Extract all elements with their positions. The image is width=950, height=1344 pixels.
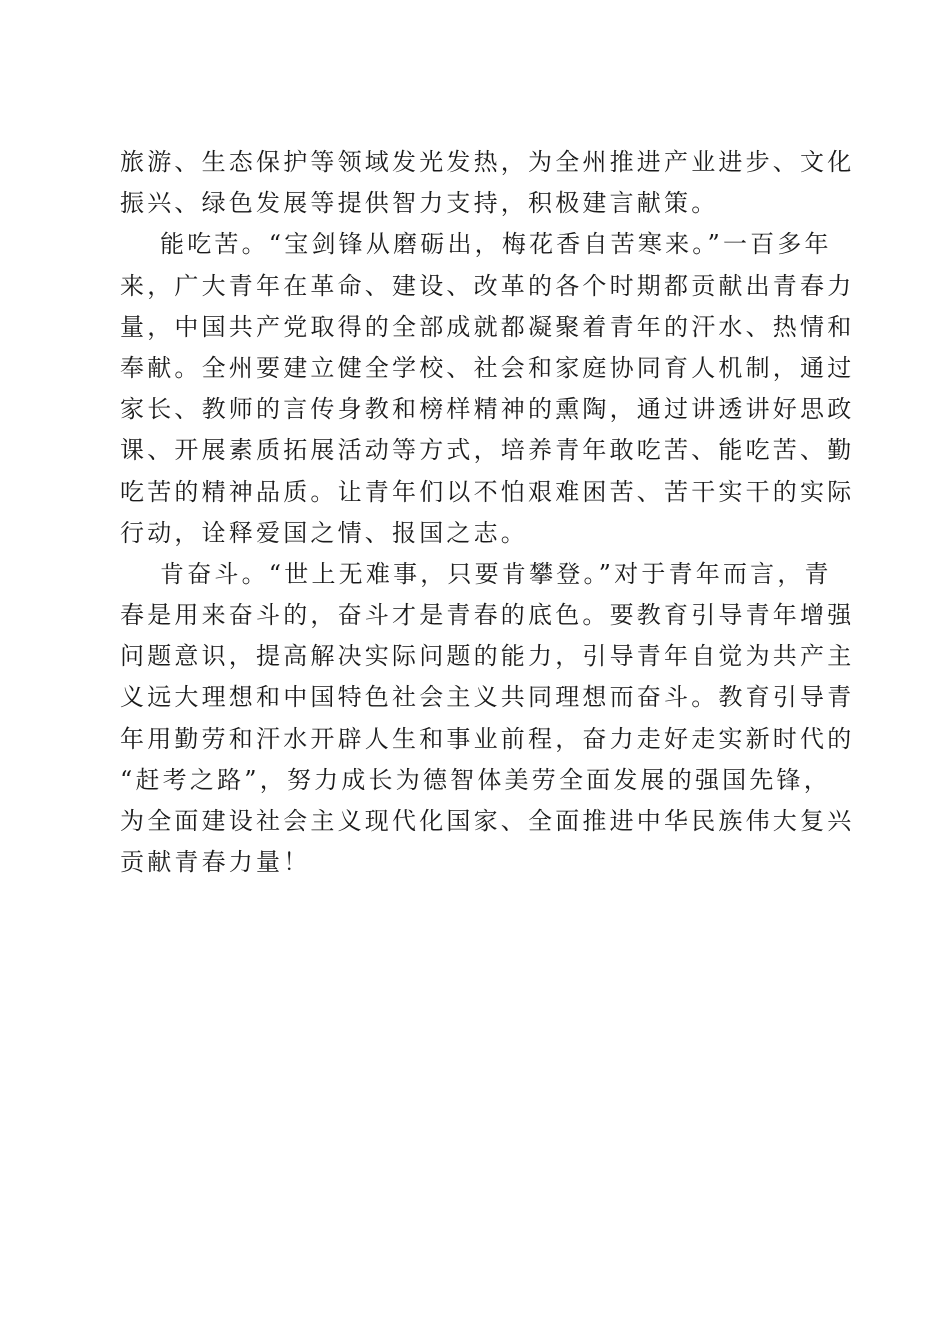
paragraph-line: 吃苦的精神品质。让青年们以不怕艰难困苦、苦干实干的实际 <box>120 477 855 506</box>
paragraph-line: 年用勤劳和汗水开辟人生和事业前程，奋力走好走实新时代的 <box>120 724 855 753</box>
paragraph-line: 春是用来奋斗的，奋斗才是青春的底色。要教育引导青年增强 <box>120 601 855 630</box>
paragraph-line: 问题意识，提高解决实际问题的能力，引导青年自觉为共产主 <box>120 642 855 671</box>
paragraph-line: 来，广大青年在革命、建设、改革的各个时期都贡献出青春力 <box>120 271 855 300</box>
paragraph-line: 家长、教师的言传身教和榜样精神的熏陶，通过讲透讲好思政 <box>120 395 855 424</box>
paragraph-line: 为全面建设社会主义现代化国家、全面推进中华民族伟大复兴 <box>120 807 855 835</box>
paragraph-2 <box>120 224 855 554</box>
paragraph-line: 旅游、生态保护等领域发光发热，为全州推进产业进步、文化 <box>120 148 855 176</box>
paragraph-line: “赶考之路”，努力成长为德智体美劳全面发展的强国先锋， <box>120 765 831 794</box>
paragraph-3 <box>120 554 855 884</box>
paragraph-line: 课、开展素质拓展活动等方式，培养青年敢吃苦、能吃苦、勤 <box>120 436 855 465</box>
paragraph-line: 肯奋斗。“世上无难事，只要肯攀登。”对于青年而言，青 <box>160 559 832 588</box>
paragraph-line: 能吃苦。“宝剑锋从磨砺出，梅花香自苦寒来。”一百多年 <box>160 230 832 259</box>
document-body <box>120 142 855 883</box>
paragraph-line: 义远大理想和中国特色社会主义共同理想而奋斗。教育引导青 <box>120 683 855 712</box>
paragraph-line: 行动，诠释爱国之情、报国之志。 <box>120 518 528 547</box>
paragraph-line: 奉献。全州要建立健全学校、社会和家庭协同育人机制，通过 <box>120 353 855 382</box>
paragraph-line: 贡献青春力量！ <box>120 848 311 877</box>
paragraph-1 <box>120 142 855 224</box>
paragraph-line: 振兴、绿色发展等提供智力支持，积极建言献策。 <box>120 189 719 218</box>
paragraph-line: 量，中国共产党取得的全部成就都凝聚着青年的汗水、热情和 <box>120 312 855 341</box>
